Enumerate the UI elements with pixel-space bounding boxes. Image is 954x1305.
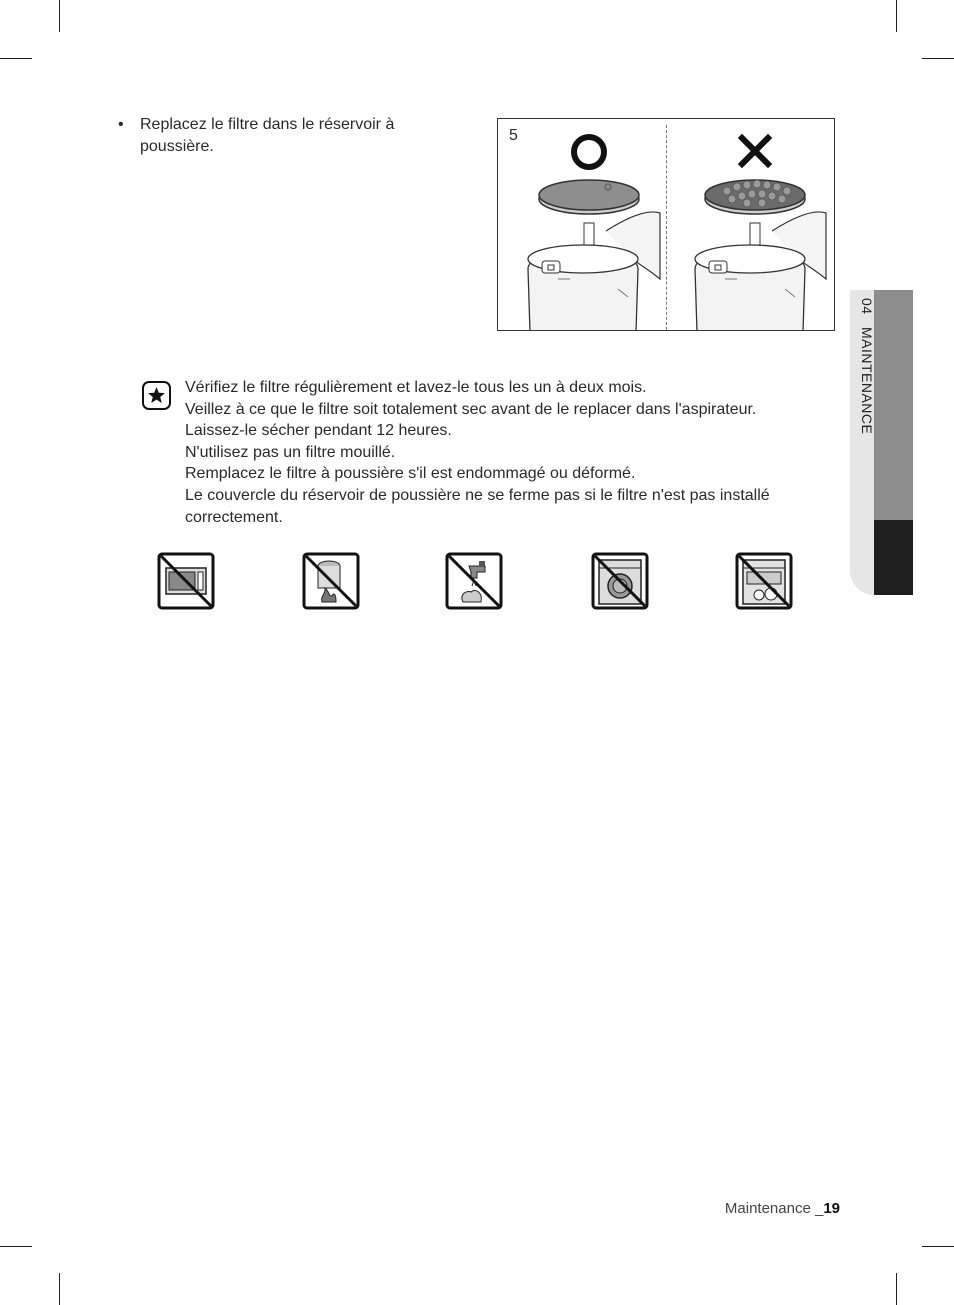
note-line: Veillez à ce que le filtre soit totalement sec avant de le replacer dans l'aspirateur. — [185, 400, 757, 418]
filter-replacement-figure — [497, 118, 835, 331]
cross-x-icon — [742, 138, 768, 164]
note-line: Laissez-le sécher pendant 12 heures. — [185, 422, 452, 440]
note-line: N'utilisez pas un filtre mouillé. — [185, 443, 396, 461]
figure-number: 5 — [509, 127, 518, 144]
note-line: correctement. — [185, 508, 283, 526]
correct-panel — [498, 119, 666, 331]
page-number: 19 — [823, 1200, 840, 1217]
crop-mark — [0, 1246, 32, 1247]
circle-o-icon — [574, 137, 604, 167]
note-line: Le couvercle du réservoir de poussière ne se ferme pas si le filtre n'est pas installé — [185, 486, 770, 504]
crop-mark — [0, 58, 32, 59]
note-line: Vérifiez le filtre régulièrement et lavez-le tous les un à deux mois. — [185, 379, 647, 396]
no-microwave-icon — [157, 552, 215, 610]
chapter-title: MAINTENANCE — [859, 326, 875, 435]
instruction-bullet — [118, 114, 428, 158]
crop-mark — [59, 0, 60, 32]
no-dishwasher-icon — [735, 552, 793, 610]
no-hot-water-tap-icon — [445, 552, 503, 610]
chapter-label — [851, 298, 875, 538]
page-footer — [725, 1200, 840, 1217]
crop-mark — [59, 1273, 60, 1305]
wrong-panel — [667, 119, 835, 331]
chapter-number: 04 — [859, 298, 875, 315]
crop-mark — [896, 0, 897, 32]
crop-mark — [896, 1273, 897, 1305]
note-block — [185, 377, 825, 528]
crop-mark — [922, 58, 954, 59]
no-dryer-heat-icon — [302, 552, 360, 610]
note-line: Remplacez le filtre à poussière s'il est endommagé ou déformé. — [185, 465, 636, 483]
star-note-icon — [142, 381, 171, 410]
instruction-text: Replacez le filtre dans le réservoir à poussière. — [140, 116, 395, 155]
bullet-marker: • — [118, 116, 124, 133]
footer-section: Maintenance _ — [724, 1200, 824, 1217]
prohibition-icons-row — [0, 552, 954, 614]
crop-mark — [922, 1246, 954, 1247]
no-washing-machine-icon — [591, 552, 649, 610]
